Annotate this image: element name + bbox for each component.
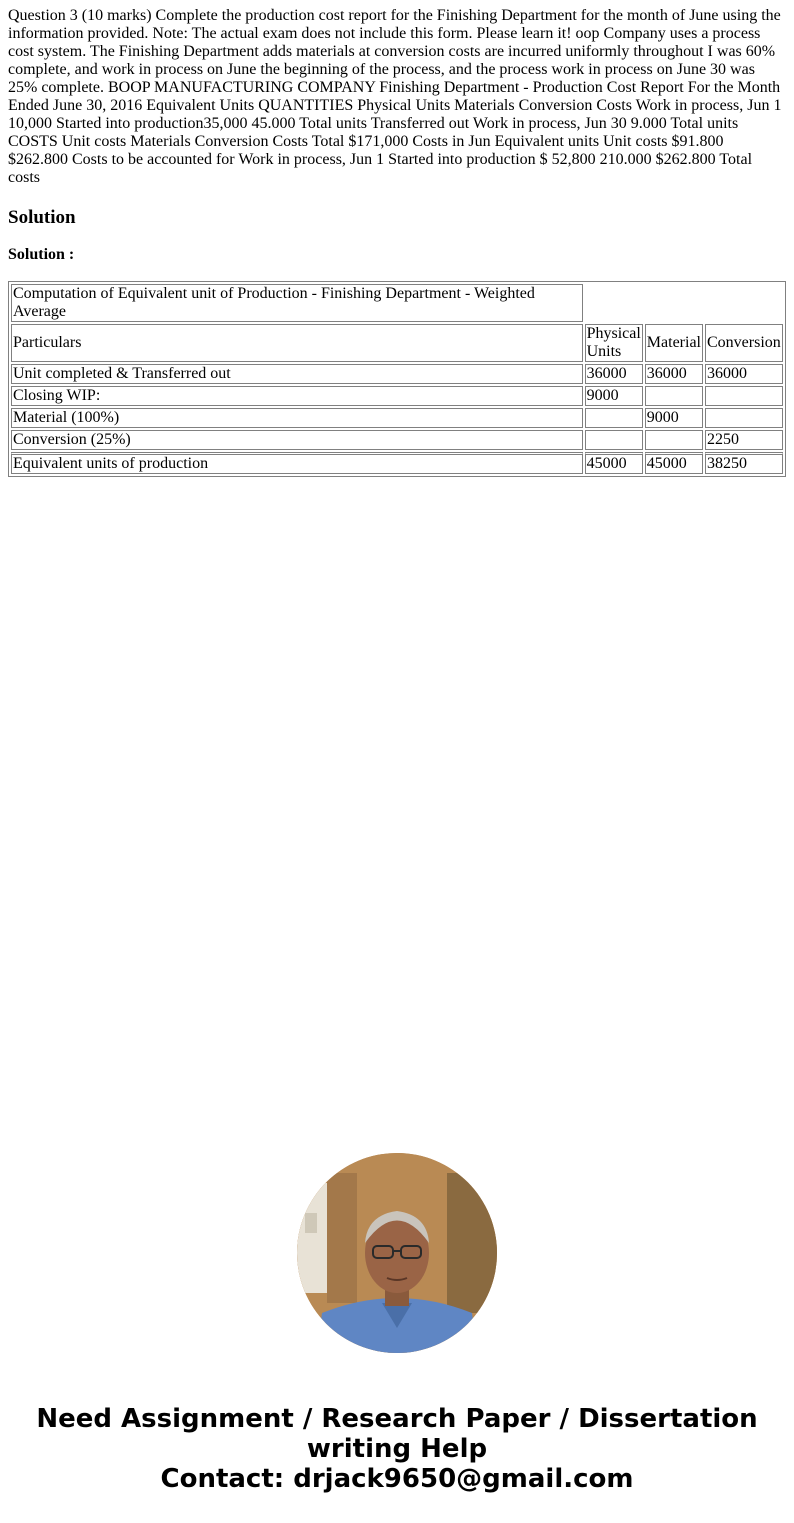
row-material: 9000 <box>645 408 703 428</box>
row-conversion <box>705 386 783 406</box>
header-physical-units: Physical Units <box>586 325 641 360</box>
row-physical <box>585 408 643 428</box>
row-conversion: 2250 <box>705 430 783 450</box>
table-row <box>11 430 783 450</box>
row-physical: 9000 <box>585 386 643 406</box>
table-title: Computation of Equivalent unit of Production - Finishing Department - Weighted Average <box>11 284 583 322</box>
table-total-row <box>11 452 783 474</box>
table-header-row <box>11 324 783 362</box>
row-particulars: Unit completed & Transferred out <box>11 364 583 384</box>
footer-contact-banner <box>0 1404 794 1494</box>
table-row <box>11 364 783 384</box>
row-conversion <box>705 408 783 428</box>
row-particulars: Equivalent units of production <box>11 452 583 474</box>
row-physical: 36000 <box>585 364 643 384</box>
person-portrait-icon <box>297 1153 497 1353</box>
avatar <box>297 1153 497 1353</box>
row-material <box>645 386 703 406</box>
row-conversion: 36000 <box>705 364 783 384</box>
header-material: Material <box>645 324 703 362</box>
row-particulars: Closing WIP: <box>11 386 583 406</box>
footer-contact-email: Contact: drjack9650@gmail.com <box>160 1464 634 1494</box>
equivalent-units-table <box>8 281 786 477</box>
row-conversion: 38250 <box>705 452 783 474</box>
row-physical <box>585 430 643 450</box>
row-particulars: Material (100%) <box>11 408 583 428</box>
row-material <box>645 430 703 450</box>
question-text: Question 3 (10 marks) Complete the production cost report for the Finishing Department for the month of June using the information provided. Note: The actual exam does not include this form. Please learn it! oop Company uses a process cost system. The Finishing Department adds materials at conversion costs are incurred uniformly throughout I was 60% complete, and work in process on June the beginning of the process, and the process work in process on June 30 was 25% complete. BOOP MANUFACTURING COMPANY Finishing Department - Production Cost Report For the Month Ended June 30, 2016 Equivalent Units QUANTITIES Physical Units Materials Conversion Costs Work in process, Jun 1 10,000 Started into production35,000 45.000 Total units Transferred out Work in process, Jun 30 9.000 Total units COSTS Unit costs Materials Conversion Costs Total $171,000 Costs in Jun Equivalent units Unit costs $91.800 $262.800 Costs to be accounted for Work in process, Jun 1 Started into production $ 52,800 210.000 $262.800 Total costs <box>8 7 782 186</box>
table-row <box>11 408 783 428</box>
header-particulars: Particulars <box>11 324 583 362</box>
header-conversion: Conversion <box>705 324 783 362</box>
table-title-spacer <box>585 284 783 322</box>
footer-line-1: Need Assignment / Research Paper / Dissertation <box>36 1404 758 1434</box>
solution-label: Solution : <box>8 246 75 263</box>
row-material: 45000 <box>645 452 703 474</box>
row-physical: 45000 <box>585 452 643 474</box>
table-row <box>11 386 783 406</box>
table-title-row <box>11 284 783 322</box>
footer-line-2: writing Help <box>306 1434 488 1464</box>
row-particulars: Conversion (25%) <box>11 430 583 450</box>
solution-heading: Solution <box>8 207 76 228</box>
row-material: 36000 <box>645 364 703 384</box>
